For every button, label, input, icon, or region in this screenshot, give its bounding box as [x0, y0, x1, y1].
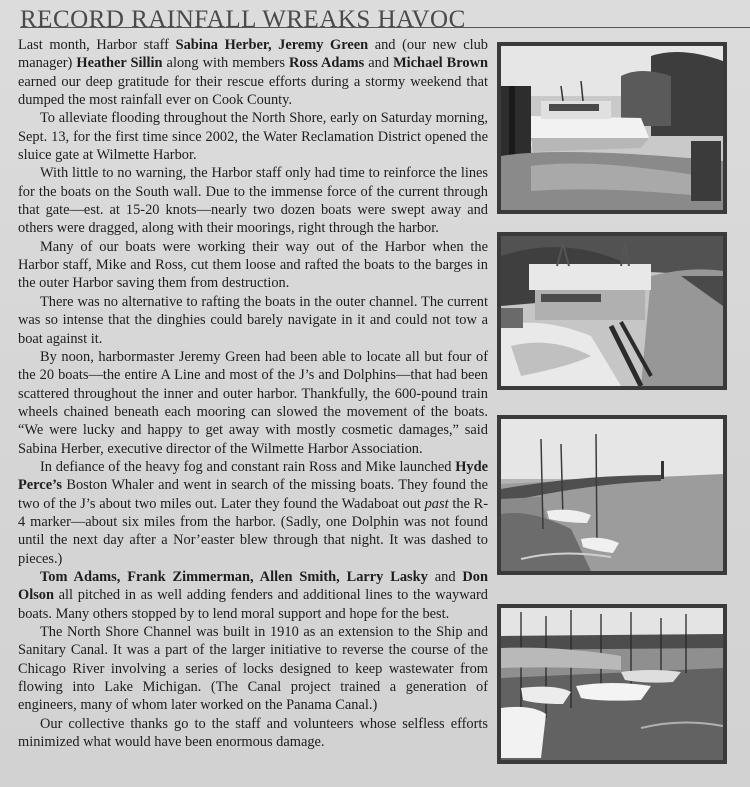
- text-run: Many of our boats were working their way out of the Harbor when the Harbor staff, Mike and Ross, cut them loose and rafted the boats to the barges in the outer Harbor saving them from destruction.: [18, 238, 488, 292]
- article-paragraph: [18, 623, 488, 715]
- italic-text: past: [424, 495, 449, 512]
- bold-name: Ross Adams: [289, 55, 365, 72]
- article-paragraph: [18, 458, 488, 568]
- text-run: and: [364, 55, 394, 72]
- bold-name: Tom Adams, Frank Zimmerman, Allen Smith, Larry Lasky: [40, 568, 428, 585]
- article-paragraph: [18, 568, 488, 623]
- text-run: Our collective thanks go to the staff and volunteers whose selfless efforts minimized what would have been enormous damage.: [18, 715, 488, 751]
- photo-motor-yacht-at-sluice-gate: [497, 42, 727, 214]
- photo-moored-sailboats: [497, 604, 727, 764]
- article-paragraph: [18, 238, 488, 293]
- text-run: and (our new club manager): [18, 37, 488, 72]
- bold-name: Sabina Herber, Jeremy Green: [175, 37, 369, 53]
- text-run: along with members: [162, 55, 289, 72]
- article-body: [18, 36, 488, 751]
- article-paragraph: [18, 715, 488, 752]
- article-paragraph: [18, 293, 488, 348]
- article-paragraph: [18, 109, 488, 164]
- article-headline: RECORD RAINFALL WREAKS HAVOC: [20, 6, 466, 33]
- article-paragraph: [18, 36, 488, 109]
- text-run: Boston Whaler and went in search of the missing boats. They found the two of the J’s about two miles out. Later they found the Wadaboat out: [18, 477, 488, 512]
- bold-name: Hyde Perce’s: [18, 458, 488, 494]
- headline-rule: [20, 27, 750, 28]
- text-run: earned our deep gratitude for their rescue efforts during a stormy weekend that dumped the most rainfall ever on Cook County.: [18, 73, 488, 109]
- bold-name: Heather Sillin: [76, 55, 163, 72]
- bold-name: Michael Brown: [393, 55, 489, 72]
- text-run: To alleviate flooding throughout the North Shore, early on Saturday morning, Sept. 13, for the first time since 2002, the Water Reclamation District opened the sluice gate at Wilmette Harbor.: [18, 110, 488, 164]
- text-run: There was no alternative to rafting the boats in the outer channel. The current was so intense that the dinghies could barely navigate in it and could not tow a boat against it.: [18, 293, 488, 347]
- text-run: With little to no warning, the Harbor staff only had time to reinforce the lines for the boats on the South wall. Due to the immense force of the current through that gate—est. at 15-20 knots—nearly two dozen boats were swept away and others were dragged, along with their moorings, right through the harbor.: [18, 165, 488, 237]
- text-run: Last month, Harbor staff: [18, 37, 176, 53]
- text-run: the R-4 marker—about six miles from the harbor. (Sadly, one Dolphin was not found until the next day after a Nor’easter blew through that night. It was dashed to pieces.): [18, 495, 489, 567]
- article-paragraph: [18, 164, 488, 237]
- photo-breakwater-in-fog: [497, 415, 727, 575]
- text-run: all pitched in as well adding fenders and additional lines to the wayward boats. Many others stopped by to lend moral support and hope for the best.: [18, 587, 488, 622]
- article-paragraph: [18, 348, 488, 458]
- photo-barge-at-open-sluice-gate: [497, 232, 727, 390]
- text-run: By noon, harbormaster Jeremy Green had been able to locate all but four of the 20 boats—the entire A Line and most of the J’s and Dolphins—that had been scattered throughout the inner and outer harbor. Thankfully, the 600-pound train wheels chained beneath each mooring can slowed the movement of the boats. “We were lucky and happy to get away with mostly cosmetic damages,” said Sabina Herber, executive director of the Wilmette Harbor Association.: [18, 348, 488, 457]
- text-run: The North Shore Channel was built in 1910 as an extension to the Ship and Sanitary Canal. It was a part of the larger initiative to reverse the course of the Chicago River involving a series of locks designed to keep wastewater from flowing into Lake Michigan. (The Canal project trained a generation of engineers, many of whom later worked on the Panama Canal.): [18, 624, 488, 714]
- bold-name: Don Olson: [18, 568, 488, 604]
- text-run: and: [427, 568, 463, 585]
- text-run: In defiance of the heavy fog and constant rain Ross and Mike launched: [40, 458, 456, 475]
